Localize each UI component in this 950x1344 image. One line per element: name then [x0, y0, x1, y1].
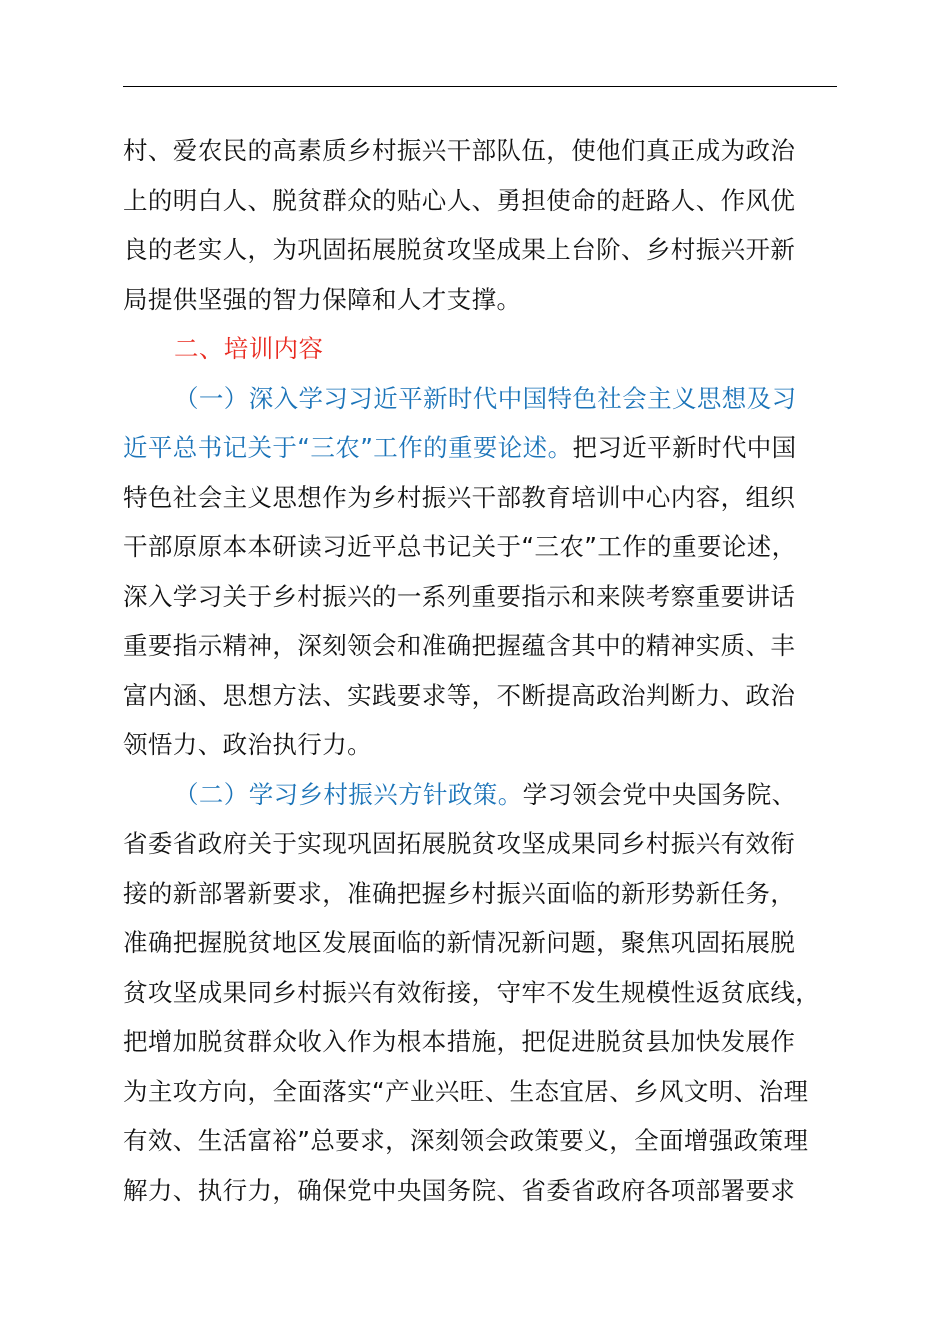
- body-line: 接的新部署新要求，准确把握乡村振兴面临的新形势新任务，: [123, 878, 796, 908]
- body-line: 村、爱农民的高素质乡村振兴干部队伍，使他们真正成为政治: [123, 136, 796, 165]
- item1-body-start: 把习近平新时代中国: [572, 433, 797, 462]
- item1-heading-continuation: [123, 423, 837, 473]
- body-line: 有效、生活富裕”总要求，深刻领会政策要义，全面增强政策理: [123, 1126, 809, 1155]
- item2-body-start: 学习领会党中央国务院、: [522, 779, 797, 809]
- body-line: 局提供坚强的智力保障和人才支撑。: [123, 284, 522, 314]
- item2-heading: （二）学习乡村振兴方针政策。: [174, 779, 523, 809]
- item1-heading: （一）深入学习习近平新时代中国特色社会主义思想及习: [174, 383, 797, 413]
- body-line: 富内涵、思想方法、实践要求等，不断提高政治判断力、政治: [123, 680, 796, 710]
- item2-first-line: [123, 770, 837, 820]
- body-line: 领悟力、政治执行力。: [123, 730, 372, 759]
- body-line: 上的明白人、脱贫群众的贴心人、勇担使命的赶路人、作风优: [123, 185, 796, 215]
- body-line: 重要指示精神，深刻领会和准确把握蕴含其中的精神实质、丰: [123, 631, 796, 660]
- body-line: 深入学习关于乡村振兴的一系列重要指示和来陕考察重要讲话: [123, 581, 796, 611]
- body-line: 贫攻坚成果同乡村振兴有效衔接，守牢不发生规模性返贫底线，: [123, 977, 821, 1007]
- body-line: 把增加脱贫群众收入作为根本措施，把促进脱贫县加快发展作: [123, 1027, 796, 1056]
- item1-heading-end: 近平总书记关于“三农”工作的重要论述。: [123, 433, 573, 462]
- body-line: 为主攻方向，全面落实“产业兴旺、生态宜居、乡风文明、治理: [123, 1076, 809, 1106]
- document-body: [123, 126, 837, 1215]
- body-line: 良的老实人，为巩固拓展脱贫攻坚成果上台阶、乡村振兴开新: [123, 235, 796, 264]
- body-line: 省委省政府关于实现巩固拓展脱贫攻坚成果同乡村振兴有效衔: [123, 829, 796, 858]
- body-line: 干部原原本本研读习近平总书记关于“三农”工作的重要论述，: [123, 532, 797, 561]
- body-line: 解力、执行力，确保党中央国务院、省委省政府各项部署要求: [123, 1175, 796, 1205]
- header-rule: [123, 86, 837, 87]
- body-line: 特色社会主义思想作为乡村振兴干部教育培训中心内容，组织: [123, 482, 796, 512]
- section-heading: 二、培训内容: [174, 334, 324, 363]
- body-line: 准确把握脱贫地区发展面临的新情况新问题，聚焦巩固拓展脱: [123, 928, 796, 957]
